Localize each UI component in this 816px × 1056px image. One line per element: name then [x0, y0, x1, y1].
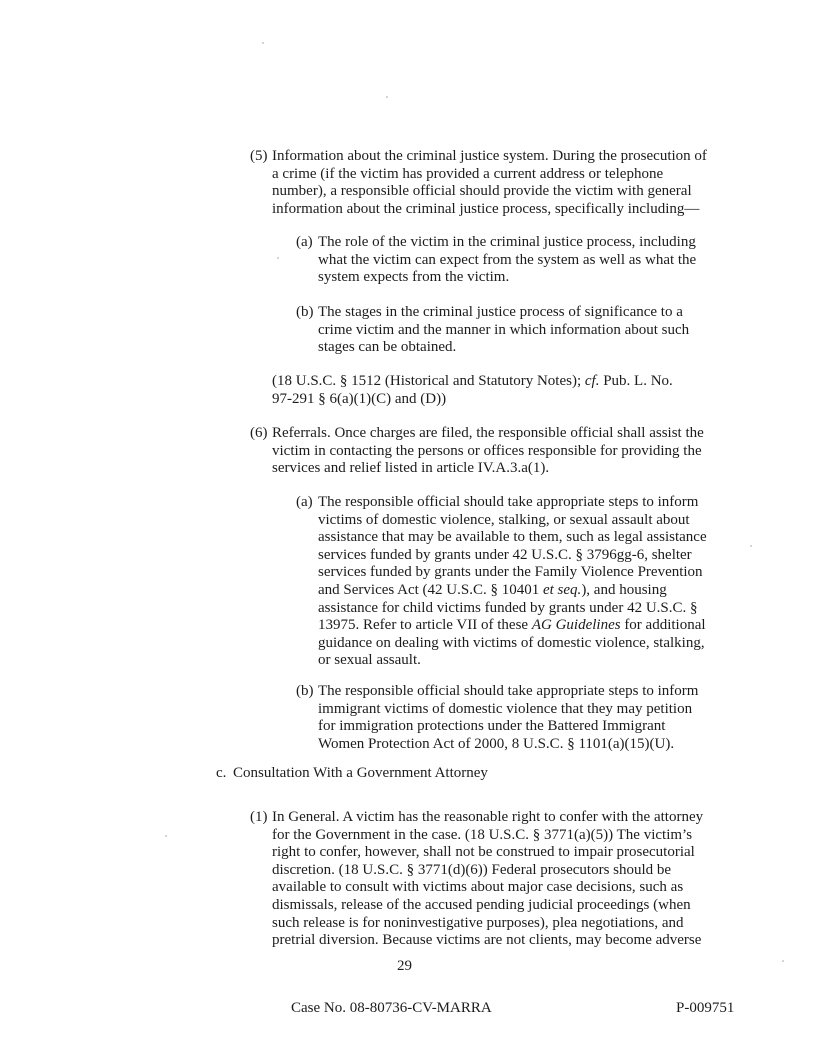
bates-number: P-009751: [676, 1000, 735, 1016]
paragraph-c1: [250, 809, 714, 950]
paragraph-text: The stages in the criminal justice process of significance to a crime victim and the manner in which information about such stages can be obtained.: [318, 304, 690, 356]
paragraph-6: [250, 425, 712, 478]
paragraph-number: (a): [296, 234, 313, 250]
paragraph-number: (a): [296, 494, 313, 510]
paragraph-number: (1): [250, 809, 268, 825]
paragraph-text: The role of the victim in the criminal justice process, including what the victim can expect from the system as well as what the system expects from the victim.: [318, 234, 697, 286]
italic-run: et seq.: [542, 581, 582, 598]
paragraph-6b: [296, 683, 702, 753]
scan-speck: [262, 42, 264, 44]
section-c-heading: [216, 765, 673, 783]
citation-text: (18 U.S.C. § 1512 (Historical and Statutory Notes);: [272, 373, 585, 389]
scan-speck: [386, 96, 388, 98]
paragraph-text: [318, 494, 710, 670]
text-run: The responsible official should take appropriate steps to inform victims of domestic violence, stalking, or sexual assault about assistance that may be available to them, such as legal assistance services funded by grants under 42 U.S.C. § 3796gg-6, shelter services funded by grants under the Family Violence Prevention and Services Act (42 U.S.C. § 10401: [318, 494, 707, 598]
paragraph-text: Information about the criminal justice system. During the prosecution of a crime (if the victim has provided a current address or telephone number), a responsible official should provide the victim with general information about the criminal justice process, specifically including—: [272, 148, 707, 217]
citation-paragraph: [272, 373, 692, 408]
section-title: Consultation With a Government Attorney: [233, 765, 488, 781]
case-number: Case No. 08-80736-CV-MARRA: [291, 1000, 492, 1016]
paragraph-text: The responsible official should take appropriate steps to inform immigrant victims of domestic violence that they may petition for immigration protections under the Battered Immigrant Women Protection Act of 2000, 8 U.S.C. § 1101(a)(15)(U).: [318, 683, 699, 752]
page-number: 29: [397, 958, 412, 974]
scan-speck: [750, 545, 752, 547]
citation-italic: cf.: [584, 373, 600, 389]
scan-speck: [782, 960, 784, 962]
paragraph-6a: [296, 494, 710, 670]
paragraph-number: (6): [250, 425, 268, 441]
paragraph-text: In General. A victim has the reasonable right to confer with the attorney for the Government in the case. (18 U.S.C. § 3771(a)(5)) The victim’s right to confer, however, shall not be construed to impair prosecutorial discretion. (18 U.S.C. § 3771(d)(6)) Federal prosecutors should be available to consult with victims about major case decisions, such as dismissals, release of the accused pending judicial proceedings (when such release is for noninvestigative purposes), plea negotiations, and pretrial diversion. Because victims are not clients, may become adverse: [272, 809, 704, 949]
paragraph-5: [250, 148, 712, 218]
scan-speck: [277, 257, 279, 259]
paragraph-text: Referrals. Once charges are filed, the responsible official shall assist the victim in contacting the persons or offices responsible for providing the services and relief listed in article IV.A.3.a(1).: [272, 425, 704, 477]
text-run: for additional guidance on dealing with victims of domestic violence, stalking, or sexual assault.: [318, 617, 706, 669]
text-run: ), and housing assistance for child victims funded by grants under 42 U.S.C. § 13975. Refer to article VII of these: [318, 581, 698, 634]
paragraph-5a: [296, 234, 702, 287]
paragraph-number: (b): [296, 304, 314, 320]
italic-run: AG Guidelines: [531, 617, 621, 634]
section-letter: c.: [216, 765, 227, 781]
citation-text: Pub. L. No. 97-291 § 6(a)(1)(C) and (D)): [272, 373, 673, 407]
paragraph-number: (b): [296, 683, 314, 699]
paragraph-number: (5): [250, 148, 268, 164]
paragraph-5b: [296, 304, 702, 357]
scan-speck: [165, 835, 167, 837]
